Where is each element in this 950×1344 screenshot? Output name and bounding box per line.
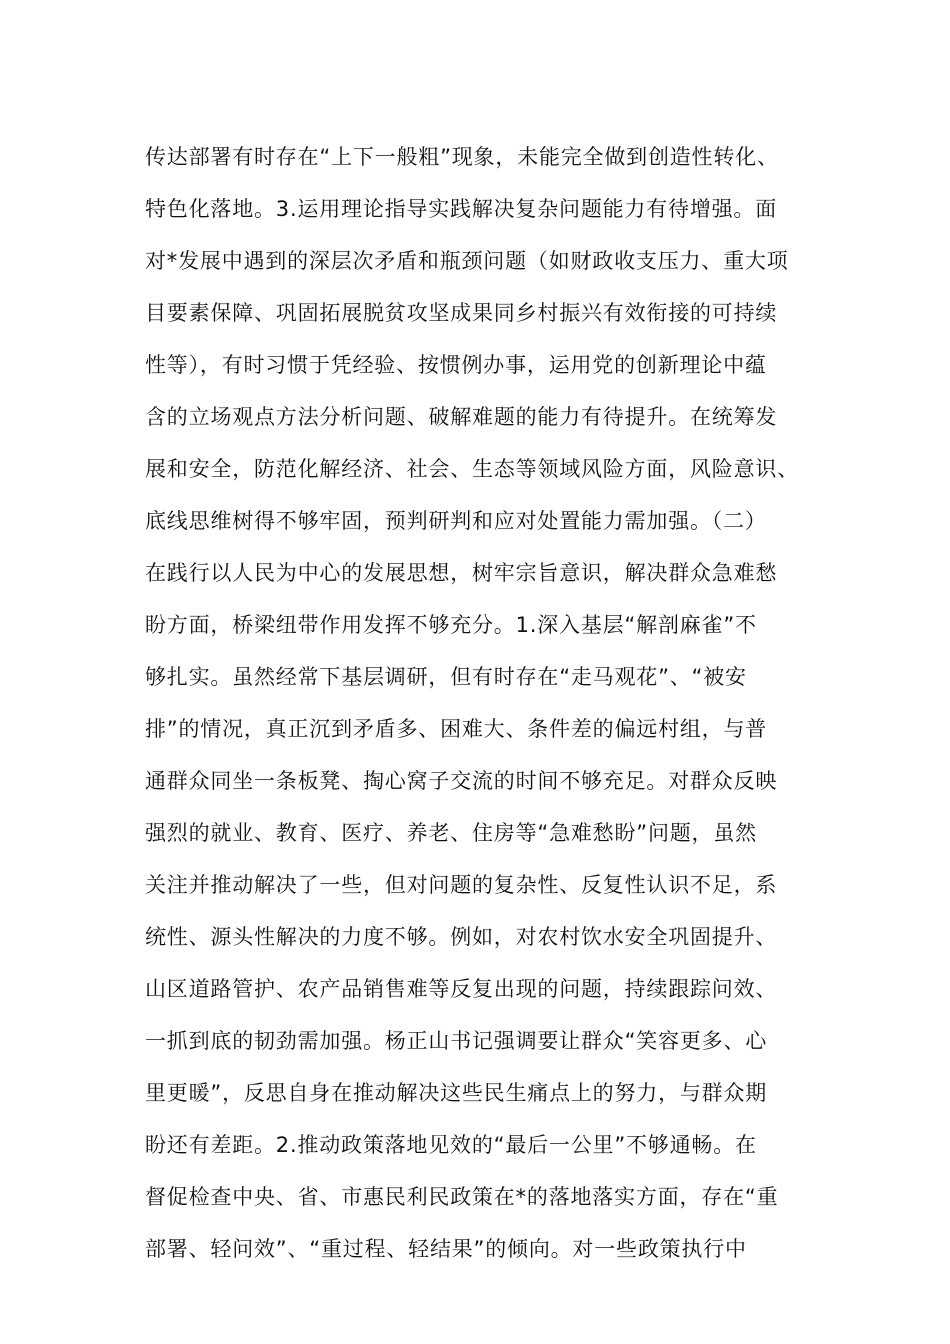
text-line: 在践行以人民为中心的发展思想，树牢宗旨意识，解决群众急难愁 <box>145 561 778 585</box>
text-line: 含的立场观点方法分析问题、破解难题的能力有待提升。在统筹发 <box>145 405 778 429</box>
text-line: 盼方面，桥梁纽带作用发挥不够充分。1.深入基层“解剖麻雀”不 <box>145 613 757 637</box>
text-line: 里更暖”，反思自身在推动解决这些民生痛点上的努力，与群众期 <box>145 1081 768 1105</box>
text-line: 统性、源头性解决的力度不够。例如，对农村饮水安全巩固提升、 <box>145 925 778 949</box>
text-line: 够扎实。虽然经常下基层调研，但有时存在“走马观花”、“被安 <box>145 665 747 689</box>
text-line: 排”的情况，真正沉到矛盾多、困难大、条件差的偏远村组，与普 <box>145 717 768 741</box>
text-line: 传达部署有时存在“上下一般粗”现象，未能完全做到创造性转化、 <box>145 145 779 169</box>
text-line: 一抓到底的韧劲需加强。杨正山书记强调要让群众“笑容更多、心 <box>145 1029 768 1053</box>
text-line: 展和安全，防范化解经济、社会、生态等领域风险方面，风险意识、 <box>145 457 799 481</box>
body-text <box>145 131 845 1275</box>
text-line: 强烈的就业、教育、医疗、养老、住房等“急难愁盼”问题，虽然 <box>145 821 757 845</box>
text-line: 目要素保障、巩固拓展脱贫攻坚成果同乡村振兴有效衔接的可持续 <box>145 301 778 325</box>
text-line: 性等），有时习惯于凭经验、按惯例办事，运用党的创新理论中蕴 <box>145 353 767 377</box>
text-line: 通群众同坐一条板凳、掏心窝子交流的时间不够充足。对群众反映 <box>145 769 778 793</box>
text-line: 特色化落地。3.运用理论指导实践解决复杂问题能力有待增强。面 <box>145 197 778 221</box>
text-line: 督促检查中央、省、市惠民利民政策在*的落地落实方面，存在“重 <box>145 1185 779 1209</box>
text-line: 部署、轻问效”、“重过程、轻结果”的倾向。对一些政策执行中 <box>145 1237 747 1261</box>
text-line: 关注并推动解决了一些，但对问题的复杂性、反复性认识不足，系 <box>145 873 778 897</box>
text-line: 盼还有差距。2.推动政策落地见效的“最后一公里”不够通畅。在 <box>145 1133 757 1157</box>
text-line: 山区道路管护、农产品销售难等反复出现的问题，持续跟踪问效、 <box>145 977 778 1001</box>
text-line: 对*发展中遇到的深层次矛盾和瓶颈问题（如财政收支压力、重大项 <box>145 249 789 273</box>
text-line: 底线思维树得不够牢固，预判研判和应对处置能力需加强。（二） <box>145 509 767 533</box>
